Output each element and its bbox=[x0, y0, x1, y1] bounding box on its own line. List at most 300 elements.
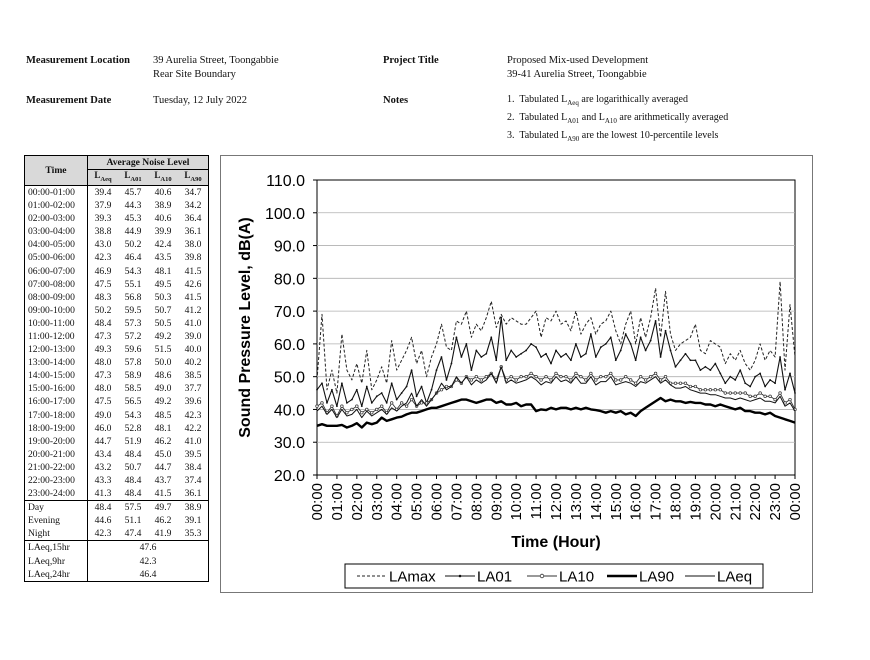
value-cell: 51.9 bbox=[124, 435, 142, 447]
note-subscript: Aeq bbox=[567, 99, 579, 107]
data-point-la01 bbox=[709, 369, 711, 371]
value-cell: 34.7 bbox=[178, 185, 209, 199]
x-tick-label: 18:00 bbox=[667, 483, 685, 521]
value-cell: 38.4 bbox=[178, 461, 209, 474]
data-point-la10 bbox=[709, 388, 712, 391]
table-row bbox=[25, 264, 209, 277]
data-point-la10 bbox=[380, 405, 383, 408]
value-cell: 49.0 bbox=[94, 409, 112, 421]
time-cell: 20:00-21:00 bbox=[25, 448, 88, 461]
data-point-la10 bbox=[595, 379, 598, 382]
value-cell: 50.7 bbox=[124, 461, 142, 473]
data-point-la01 bbox=[371, 402, 373, 404]
period-label-cell: Night bbox=[25, 527, 88, 541]
data-point-la01 bbox=[640, 336, 642, 338]
data-point-la10 bbox=[555, 372, 558, 375]
x-axis-title: Time (Hour) bbox=[511, 534, 601, 551]
data-point-la01 bbox=[645, 350, 647, 352]
table-row bbox=[25, 356, 209, 369]
data-point-la10 bbox=[609, 372, 612, 375]
data-point-la01 bbox=[386, 402, 388, 404]
time-cell: 09:00-10:00 bbox=[25, 304, 88, 317]
value-cell: 56.8 bbox=[124, 291, 142, 303]
data-point-la10 bbox=[480, 379, 483, 382]
value-cell: 46.0 bbox=[94, 422, 112, 434]
summary-value-cell: 42.3 bbox=[88, 555, 209, 568]
note-text: Tabulated L bbox=[519, 130, 568, 141]
value-cell: 51.5 bbox=[154, 344, 172, 356]
x-tick-label: 15:00 bbox=[607, 483, 625, 521]
time-column-header: Time bbox=[25, 156, 88, 186]
data-point-la01 bbox=[610, 336, 612, 338]
time-cell: 04:00-05:00 bbox=[25, 238, 88, 251]
data-point-la01 bbox=[441, 356, 443, 358]
value-cell: 43.5 bbox=[154, 252, 172, 264]
data-point-la01 bbox=[451, 363, 453, 365]
value-cell: 46.2 bbox=[154, 435, 172, 447]
data-point-la10 bbox=[316, 405, 319, 408]
data-point-la10 bbox=[485, 375, 488, 378]
value-cell: 41.3 bbox=[94, 488, 112, 500]
value-cell: 36.1 bbox=[178, 225, 209, 238]
value-cell: 44.6 bbox=[94, 515, 112, 527]
data-point-la10 bbox=[684, 382, 687, 385]
data-point-la10 bbox=[575, 372, 578, 375]
data-point-la01 bbox=[326, 402, 328, 404]
table-row bbox=[25, 225, 209, 238]
data-point-la01 bbox=[739, 369, 741, 371]
data-point-la01 bbox=[366, 386, 368, 388]
note-text: are arithmetically averaged bbox=[616, 112, 729, 123]
value-cell: 40.2 bbox=[178, 356, 209, 369]
data-point-la10 bbox=[535, 375, 538, 378]
data-point-la10 bbox=[694, 385, 697, 388]
value-cell: 40.6 bbox=[154, 186, 172, 198]
data-point-la10 bbox=[744, 392, 747, 395]
note-item bbox=[507, 93, 688, 110]
value-cell: 38.9 bbox=[178, 501, 209, 515]
data-point-la10 bbox=[570, 379, 573, 382]
data-point-la10 bbox=[654, 372, 657, 375]
legend-label-lamax: LAmax bbox=[389, 568, 436, 586]
value-cell: 48.0 bbox=[94, 383, 112, 395]
measurement-location-line2: Rear Site Boundary bbox=[153, 69, 236, 80]
time-cell: 06:00-07:00 bbox=[25, 264, 88, 277]
value-cell: 39.8 bbox=[178, 251, 209, 264]
data-point-la10 bbox=[565, 375, 568, 378]
table-row bbox=[25, 304, 209, 317]
value-cell: 43.2 bbox=[94, 461, 112, 473]
value-cell: 39.6 bbox=[178, 395, 209, 408]
data-point-la10 bbox=[375, 408, 378, 411]
value-cell: 41.0 bbox=[178, 317, 209, 330]
value-cell: 58.9 bbox=[124, 370, 142, 382]
y-tick-label: 50.0 bbox=[273, 369, 305, 387]
x-tick-label: 09:00 bbox=[488, 483, 506, 521]
note-number: 1. bbox=[507, 94, 515, 105]
value-cell: 49.7 bbox=[148, 501, 178, 515]
summary-label-cell: LAeq,15hr bbox=[25, 541, 88, 555]
data-point-la10 bbox=[704, 388, 707, 391]
project-title-line2: 39-41 Aurelia Street, Toongabbie bbox=[507, 69, 647, 80]
time-cell: 23:00-24:00 bbox=[25, 487, 88, 501]
value-cell: 41.5 bbox=[178, 264, 209, 277]
x-tick-label: 02:00 bbox=[348, 483, 366, 521]
noise-chart-frame bbox=[220, 155, 813, 593]
summary-row bbox=[25, 568, 209, 582]
value-cell: 46.9 bbox=[94, 265, 112, 277]
data-point-la10 bbox=[370, 411, 373, 414]
data-point-la01 bbox=[605, 343, 607, 345]
data-point-la01 bbox=[361, 405, 363, 407]
value-cell: 39.1 bbox=[178, 514, 209, 527]
value-cell: 38.9 bbox=[154, 200, 172, 212]
data-point-la10 bbox=[510, 375, 513, 378]
value-cell: 50.2 bbox=[94, 304, 112, 316]
data-point-la01 bbox=[704, 366, 706, 368]
time-cell: 13:00-14:00 bbox=[25, 356, 88, 369]
data-point-la10 bbox=[759, 392, 762, 395]
data-point-la01 bbox=[485, 353, 487, 355]
value-cell: 48.0 bbox=[94, 357, 112, 369]
data-point-la01 bbox=[535, 346, 537, 348]
legend-marker bbox=[540, 574, 544, 578]
data-point-la01 bbox=[351, 399, 353, 401]
data-point-la01 bbox=[699, 369, 701, 371]
value-cell: 51.1 bbox=[124, 515, 142, 527]
x-tick-label: 04:00 bbox=[388, 483, 406, 521]
data-point-la10 bbox=[405, 405, 408, 408]
data-point-la10 bbox=[754, 395, 757, 398]
data-point-la10 bbox=[774, 398, 777, 401]
value-cell: 46.4 bbox=[124, 252, 142, 264]
data-point-la10 bbox=[619, 379, 622, 382]
period-row bbox=[25, 501, 209, 515]
y-tick-label: 90.0 bbox=[273, 238, 305, 256]
value-cell: 42.3 bbox=[94, 252, 112, 264]
data-point-la01 bbox=[555, 350, 557, 352]
table-row bbox=[25, 330, 209, 343]
data-point-la10 bbox=[341, 405, 344, 408]
value-cell: 49.0 bbox=[154, 383, 172, 395]
data-point-la01 bbox=[545, 353, 547, 355]
data-point-la10 bbox=[520, 375, 523, 378]
data-point-la01 bbox=[331, 389, 333, 391]
data-point-la10 bbox=[580, 375, 583, 378]
value-cell: 48.4 bbox=[88, 501, 119, 515]
value-cell: 50.2 bbox=[124, 239, 142, 251]
x-tick-label: 03:00 bbox=[368, 483, 386, 521]
x-tick-label: 23:00 bbox=[767, 483, 785, 521]
data-point-la01 bbox=[465, 343, 467, 345]
value-cell: 40.0 bbox=[178, 343, 209, 356]
data-point-la01 bbox=[560, 356, 562, 358]
value-cell: 41.0 bbox=[178, 435, 209, 448]
period-row bbox=[25, 514, 209, 527]
note-number: 2. bbox=[507, 112, 515, 123]
x-tick-label: 21:00 bbox=[727, 483, 745, 521]
data-point-la10 bbox=[440, 388, 443, 391]
x-tick-label: 01:00 bbox=[328, 483, 346, 521]
data-point-la01 bbox=[500, 317, 502, 319]
data-point-la10 bbox=[679, 382, 682, 385]
data-point-la10 bbox=[764, 395, 767, 398]
value-cell: 37.7 bbox=[178, 382, 209, 395]
data-point-la01 bbox=[495, 359, 497, 361]
x-tick-label: 07:00 bbox=[448, 483, 466, 521]
project-title-label: Project Title bbox=[383, 55, 439, 66]
data-point-la10 bbox=[634, 382, 637, 385]
time-cell: 07:00-08:00 bbox=[25, 278, 88, 291]
value-cell: 46.2 bbox=[154, 515, 172, 527]
y-axis-title: Sound Pressure Level, dB(A) bbox=[237, 217, 254, 438]
value-cell: 40.6 bbox=[154, 213, 172, 225]
data-point-la01 bbox=[625, 333, 627, 335]
noise-level-chart bbox=[221, 156, 812, 592]
x-tick-label: 14:00 bbox=[587, 483, 605, 521]
value-cell: 35.3 bbox=[178, 527, 209, 541]
data-point-la01 bbox=[565, 353, 567, 355]
value-cell: 37.9 bbox=[94, 200, 112, 212]
time-cell: 18:00-19:00 bbox=[25, 422, 88, 435]
data-point-la10 bbox=[545, 375, 548, 378]
note-text: are logarithically averaged bbox=[578, 94, 688, 105]
noise-level-table bbox=[24, 155, 209, 582]
data-point-la01 bbox=[391, 382, 393, 384]
data-point-la10 bbox=[590, 372, 593, 375]
data-point-la01 bbox=[749, 386, 751, 388]
data-point-la10 bbox=[525, 375, 528, 378]
time-cell: 12:00-13:00 bbox=[25, 343, 88, 356]
value-cell: 36.1 bbox=[178, 487, 209, 501]
data-point-la10 bbox=[779, 392, 782, 395]
value-cell: 47.4 bbox=[124, 528, 142, 540]
value-cell: 38.0 bbox=[178, 238, 209, 251]
data-point-la10 bbox=[624, 375, 627, 378]
data-point-la01 bbox=[774, 382, 776, 384]
data-point-la10 bbox=[390, 402, 393, 405]
table-row bbox=[25, 422, 209, 435]
value-cell: 50.5 bbox=[154, 317, 172, 329]
value-cell: 50.0 bbox=[154, 357, 172, 369]
data-point-la01 bbox=[615, 359, 617, 361]
data-point-la01 bbox=[635, 359, 637, 361]
data-point-la01 bbox=[530, 343, 532, 345]
table-row bbox=[25, 278, 209, 291]
time-cell: 16:00-17:00 bbox=[25, 395, 88, 408]
data-point-la01 bbox=[670, 350, 672, 352]
data-point-la01 bbox=[336, 405, 338, 407]
data-point-la01 bbox=[729, 376, 731, 378]
data-point-la10 bbox=[724, 392, 727, 395]
table-row bbox=[25, 291, 209, 304]
value-cell: 48.4 bbox=[124, 448, 142, 460]
data-point-la10 bbox=[585, 379, 588, 382]
data-point-la10 bbox=[365, 408, 368, 411]
value-cell: 43.3 bbox=[94, 475, 112, 486]
y-tick-label: 80.0 bbox=[273, 271, 305, 289]
y-tick-label: 20.0 bbox=[273, 468, 305, 485]
value-cell: 48.6 bbox=[154, 370, 172, 382]
value-cell: 38.5 bbox=[178, 369, 209, 382]
data-point-la01 bbox=[550, 363, 552, 365]
data-point-la01 bbox=[724, 382, 726, 384]
data-point-la10 bbox=[600, 375, 603, 378]
data-point-la01 bbox=[600, 346, 602, 348]
value-cell: 47.3 bbox=[94, 330, 112, 342]
value-cell: 39.4 bbox=[94, 186, 112, 198]
value-cell: 44.9 bbox=[124, 226, 142, 238]
value-cell: 59.6 bbox=[124, 344, 142, 356]
table-row bbox=[25, 435, 209, 448]
value-cell: 49.5 bbox=[154, 278, 172, 290]
x-tick-label: 10:00 bbox=[508, 483, 526, 521]
data-point-la01 bbox=[505, 359, 507, 361]
legend-label-la10: LA10 bbox=[559, 568, 595, 586]
data-point-la01 bbox=[595, 356, 597, 358]
data-point-la10 bbox=[674, 382, 677, 385]
data-point-la10 bbox=[560, 375, 563, 378]
y-tick-label: 110.0 bbox=[266, 173, 305, 190]
project-title-line1: Proposed Mix-used Development bbox=[507, 55, 649, 66]
period-label-cell: Day bbox=[25, 501, 88, 515]
summary-value-cell: 46.4 bbox=[88, 568, 209, 582]
data-point-la10 bbox=[420, 402, 423, 405]
y-tick-label: 100.0 bbox=[264, 205, 305, 223]
time-cell: 05:00-06:00 bbox=[25, 251, 88, 264]
value-cell: 49.3 bbox=[94, 344, 112, 356]
table-row bbox=[25, 369, 209, 382]
x-tick-label: 00:00 bbox=[787, 483, 804, 521]
data-point-la01 bbox=[570, 359, 572, 361]
x-tick-label: 17:00 bbox=[647, 483, 665, 521]
time-cell: 15:00-16:00 bbox=[25, 382, 88, 395]
data-point-la10 bbox=[734, 392, 737, 395]
legend-label-laeq: LAeq bbox=[717, 568, 753, 586]
note-item bbox=[507, 111, 728, 128]
data-point-la10 bbox=[410, 398, 413, 401]
data-point-la01 bbox=[764, 386, 766, 388]
value-cell: 34.2 bbox=[178, 199, 209, 212]
legend-label-la90: LA90 bbox=[639, 568, 675, 586]
legend-marker bbox=[459, 575, 462, 578]
data-point-la10 bbox=[400, 402, 403, 405]
plot-area bbox=[317, 180, 795, 475]
time-cell: 19:00-20:00 bbox=[25, 435, 88, 448]
x-tick-label: 13:00 bbox=[567, 483, 585, 521]
data-point-la10 bbox=[649, 375, 652, 378]
data-point-la10 bbox=[351, 408, 354, 411]
value-cell: 47.3 bbox=[94, 370, 112, 382]
note-subscript: A01 bbox=[567, 117, 580, 125]
data-point-la01 bbox=[431, 389, 433, 391]
table-row bbox=[25, 343, 209, 356]
value-cell: 47.5 bbox=[94, 396, 112, 408]
note-subscript: A10 bbox=[604, 117, 617, 125]
data-point-la10 bbox=[729, 392, 732, 395]
data-point-la10 bbox=[540, 379, 543, 382]
data-point-la01 bbox=[580, 356, 582, 358]
value-cell: 58.5 bbox=[124, 383, 142, 395]
value-cell: 39.5 bbox=[178, 448, 209, 461]
table-row bbox=[25, 474, 209, 487]
data-point-la01 bbox=[585, 353, 587, 355]
value-cell: 50.7 bbox=[154, 304, 172, 316]
data-point-la10 bbox=[331, 405, 334, 408]
period-row bbox=[25, 527, 209, 541]
value-cell: 48.4 bbox=[94, 317, 112, 329]
la90-column-header: $L_{A90}$ bbox=[178, 170, 209, 186]
data-point-la01 bbox=[575, 343, 577, 345]
summary-label-cell: LAeq,9hr bbox=[25, 555, 88, 568]
data-point-la10 bbox=[550, 379, 553, 382]
value-cell: 41.5 bbox=[178, 291, 209, 304]
table-row bbox=[25, 395, 209, 408]
time-cell: 22:00-23:00 bbox=[25, 474, 88, 487]
data-point-la01 bbox=[719, 372, 721, 374]
data-point-la01 bbox=[515, 356, 517, 358]
x-tick-label: 20:00 bbox=[707, 483, 725, 521]
value-cell: 43.4 bbox=[94, 448, 112, 460]
time-cell: 00:00-01:00 bbox=[25, 185, 88, 199]
x-tick-label: 19:00 bbox=[687, 483, 705, 521]
time-cell: 02:00-03:00 bbox=[25, 212, 88, 225]
legend-label-la01: LA01 bbox=[477, 568, 513, 586]
data-point-la01 bbox=[510, 350, 512, 352]
data-point-la01 bbox=[376, 395, 378, 397]
data-point-la10 bbox=[530, 372, 533, 375]
data-point-la01 bbox=[660, 356, 662, 358]
table-row bbox=[25, 461, 209, 474]
data-point-la10 bbox=[739, 392, 742, 395]
data-point-la01 bbox=[520, 353, 522, 355]
value-cell: 41.2 bbox=[178, 304, 209, 317]
data-point-la01 bbox=[784, 389, 786, 391]
value-cell: 57.3 bbox=[124, 317, 142, 329]
data-point-la01 bbox=[480, 356, 482, 358]
data-point-la01 bbox=[685, 353, 687, 355]
value-cell: 48.1 bbox=[154, 265, 172, 277]
table-row bbox=[25, 185, 209, 199]
laeq-column-header: $L_{Aeq}$ bbox=[88, 170, 119, 186]
note-number: 3. bbox=[507, 130, 515, 141]
value-cell: 47.5 bbox=[94, 278, 112, 290]
note-item bbox=[507, 129, 718, 146]
data-point-la01 bbox=[744, 382, 746, 384]
time-cell: 21:00-22:00 bbox=[25, 461, 88, 474]
data-point-la10 bbox=[639, 375, 642, 378]
data-point-la10 bbox=[470, 379, 473, 382]
table-row bbox=[25, 487, 209, 501]
data-point-la01 bbox=[456, 336, 458, 338]
data-point-la10 bbox=[659, 379, 662, 382]
data-point-la10 bbox=[719, 388, 722, 391]
data-point-la10 bbox=[346, 411, 349, 414]
time-cell: 14:00-15:00 bbox=[25, 369, 88, 382]
value-cell: 42.6 bbox=[178, 278, 209, 291]
value-cell: 36.4 bbox=[178, 212, 209, 225]
y-tick-label: 40.0 bbox=[273, 402, 305, 420]
data-point-la10 bbox=[749, 395, 752, 398]
data-point-la01 bbox=[316, 389, 318, 391]
value-cell: 39.9 bbox=[154, 226, 172, 238]
data-point-la01 bbox=[525, 350, 527, 352]
value-cell: 44.7 bbox=[154, 461, 172, 473]
data-point-la01 bbox=[590, 333, 592, 335]
data-point-la01 bbox=[381, 392, 383, 394]
x-tick-label: 05:00 bbox=[408, 483, 426, 521]
data-point-la01 bbox=[460, 356, 462, 358]
